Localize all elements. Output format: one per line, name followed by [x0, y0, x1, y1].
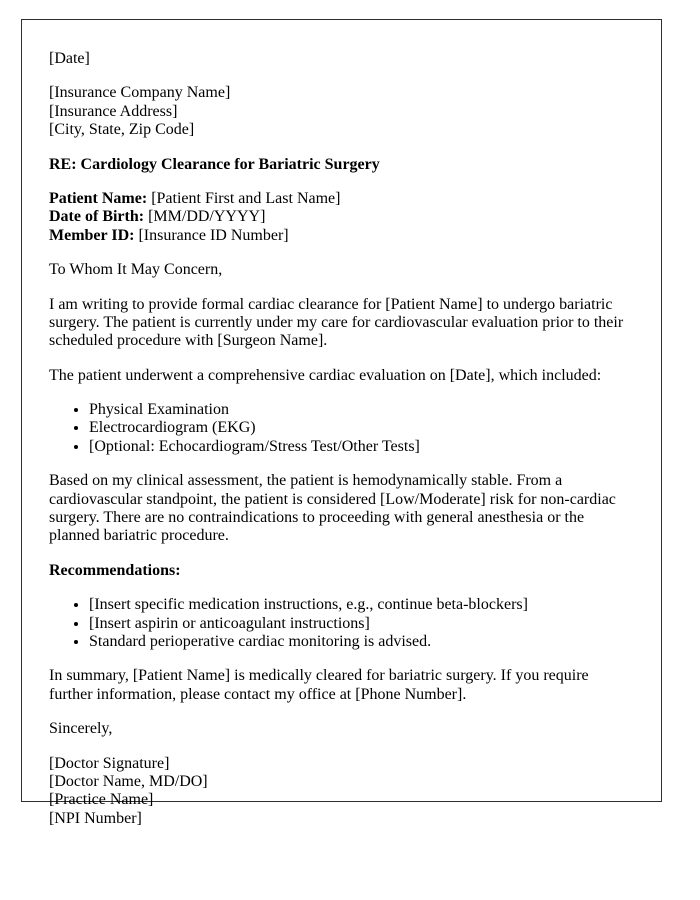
recommendation-list-item: • [Insert specific medication instructions, e.g., continue beta-blockers]	[89, 596, 634, 614]
practice-name-line: [Practice Name]	[49, 791, 154, 809]
evaluation-list-item: • Electrocardiogram (EKG)	[89, 419, 634, 437]
recommendation-list-item: • [Insert aspirin or anticoagulant instructions]	[89, 615, 634, 633]
signature-block	[49, 755, 634, 829]
intro-paragraph: I am writing to provide formal cardiac clearance for [Patient Name] to undergo bariatric surgery. The patient is currently under my care for cardiovascular evaluation prior to their scheduled procedure with [Surgeon Name].	[49, 295, 624, 350]
date-of-birth-value: [MM/DD/YYYY]	[148, 208, 266, 226]
signoff: Sincerely,	[49, 720, 113, 738]
patient-name-label: Patient Name:	[49, 189, 148, 207]
recommendations-list	[49, 596, 634, 651]
member-id-label: Member ID:	[49, 226, 135, 244]
recipient-city-state-zip: [City, State, Zip Code]	[49, 121, 195, 139]
doctor-name-line: [Doctor Name, MD/DO]	[49, 772, 208, 790]
patient-name-value: [Patient First and Last Name]	[151, 189, 341, 207]
letter-document	[21, 19, 662, 827]
recommendation-list-item: • Standard perioperative cardiac monitoring is advised.	[89, 633, 634, 651]
evaluation-intro-paragraph: The patient underwent a comprehensive cardiac evaluation on [Date], which included:	[49, 366, 602, 384]
doctor-signature-line: [Doctor Signature]	[49, 754, 170, 772]
recipient-company: [Insurance Company Name]	[49, 84, 231, 102]
date-of-birth-label: Date of Birth:	[49, 208, 145, 226]
evaluation-list-item: • Physical Examination	[89, 401, 634, 419]
npi-number-line: [NPI Number]	[49, 809, 142, 827]
patient-info-block	[49, 190, 634, 245]
summary-paragraph: In summary, [Patient Name] is medically cleared for bariatric surgery. If you require further information, please contact my office at [Phone Number].	[49, 667, 589, 703]
recipient-address-block	[49, 84, 634, 139]
subject-line: RE: Cardiology Clearance for Bariatric Surgery	[49, 155, 380, 173]
date-line: [Date]	[49, 50, 90, 67]
evaluation-list-item: • [Optional: Echocardiogram/Stress Test/Other Tests]	[89, 438, 634, 456]
recipient-street: [Insurance Address]	[49, 102, 178, 120]
member-id-value: [Insurance ID Number]	[138, 226, 289, 244]
evaluation-list	[49, 401, 634, 456]
assessment-paragraph: Based on my clinical assessment, the patient is hemodynamically stable. From a cardiovascular standpoint, the patient is considered [Low/Moderate] risk for non-cardiac surgery. There are no contraindications to proceeding with general anesthesia or the planned bariatric procedure.	[49, 472, 616, 545]
recommendations-heading: Recommendations:	[49, 561, 181, 579]
salutation: To Whom It May Concern,	[49, 261, 223, 279]
